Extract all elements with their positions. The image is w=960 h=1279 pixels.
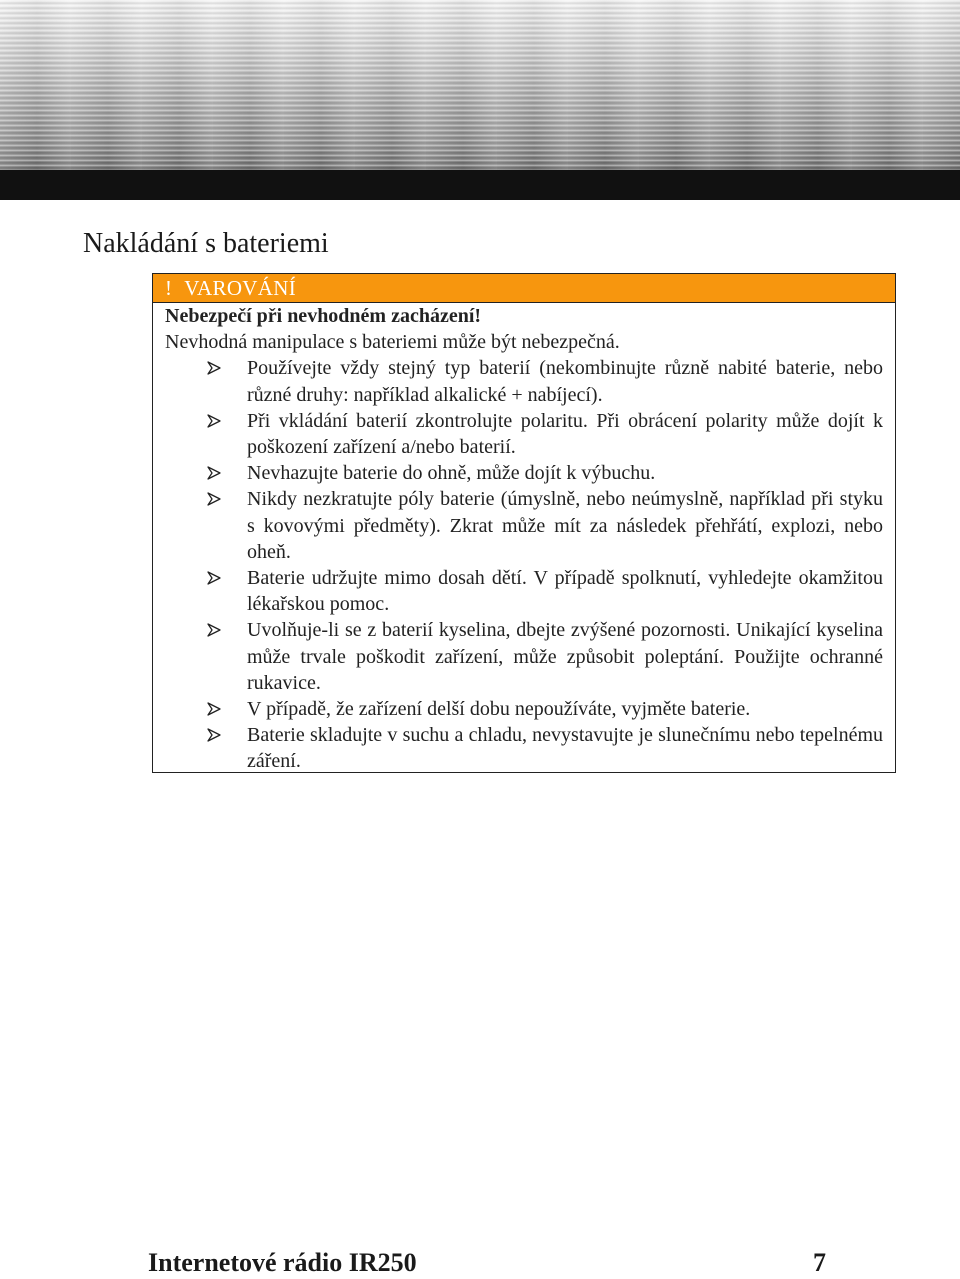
arrowhead-bullet-icon <box>165 408 247 428</box>
warning-bullet-text: V případě, že zařízení delší dobu nepoužíváte, vyjměte baterie. <box>247 698 751 721</box>
warning-bullet-list <box>165 355 883 774</box>
arrowhead-bullet-icon <box>165 696 247 716</box>
warning-bullet-text: Nikdy nezkratujte póly baterie (úmyslně, nebo neúmyslně, například při styku s kovovými předměty). Zkrat může mít za následek přehřátí, explozi, nebo oheň. <box>247 488 883 563</box>
warning-bullet-text: Baterie udržujte mimo dosah dětí. V případě spolknutí, vyhledejte okamžitou lékařskou pomoc. <box>247 567 883 616</box>
footer-product-title: Internetové rádio IR250 <box>148 1248 417 1277</box>
warning-bullet-text: Používejte vždy stejný typ baterií (nekombinujte různě nabité baterie, nebo různé druhy: například alkalické + nabíjecí). <box>247 357 883 406</box>
warning-bullet-item <box>165 617 883 696</box>
warning-bullet-item <box>165 565 883 617</box>
warning-body <box>153 303 895 775</box>
warning-intro: Nevhodná manipulace s bateriemi může být nebezpečná. <box>165 331 620 354</box>
arrowhead-bullet-icon <box>165 565 247 585</box>
section-title: Nakládání s bateriemi <box>83 228 329 259</box>
warning-bullet-text: Při vkládání baterií zkontrolujte polaritu. Při obrácení polarity může dojít k poškození zařízení a/nebo baterií. <box>247 409 883 459</box>
warning-bullet-item <box>165 486 883 565</box>
warning-header <box>153 274 895 303</box>
warning-bullet-text: Uvolňuje-li se z baterií kyselina, dbejte zvýšené pozornosti. Unikající kyselina může trvale poškodit zařízení, může způsobit poleptání. Použijte ochranné rukavice. <box>247 619 883 694</box>
footer-page-number: 7 <box>813 1248 826 1277</box>
header-black-bar <box>0 170 960 200</box>
warning-subtitle: Nebezpečí při nevhodném zacházení! <box>165 305 482 327</box>
arrowhead-bullet-icon <box>165 617 247 637</box>
warning-bullet-item <box>165 408 883 460</box>
warning-header-label: VAROVÁNÍ <box>184 275 296 300</box>
warning-bullet-item <box>165 460 883 486</box>
brushed-metal-header-banner <box>0 0 960 170</box>
arrowhead-bullet-icon <box>165 460 247 480</box>
arrowhead-bullet-icon <box>165 486 247 506</box>
arrowhead-bullet-icon <box>165 355 247 375</box>
warning-bullet-text: Baterie skladujte v suchu a chladu, nevystavujte je slunečnímu nebo tepelnému záření. <box>247 724 883 773</box>
warning-bullet-item <box>165 696 883 722</box>
warning-bullet-item <box>165 722 883 774</box>
warning-exclamation-icon: ! <box>165 275 173 300</box>
warning-box <box>152 273 896 773</box>
warning-bullet-text: Nevhazujte baterie do ohně, může dojít k výbuchu. <box>247 462 656 485</box>
warning-bullet-item <box>165 355 883 407</box>
arrowhead-bullet-icon <box>165 722 247 742</box>
